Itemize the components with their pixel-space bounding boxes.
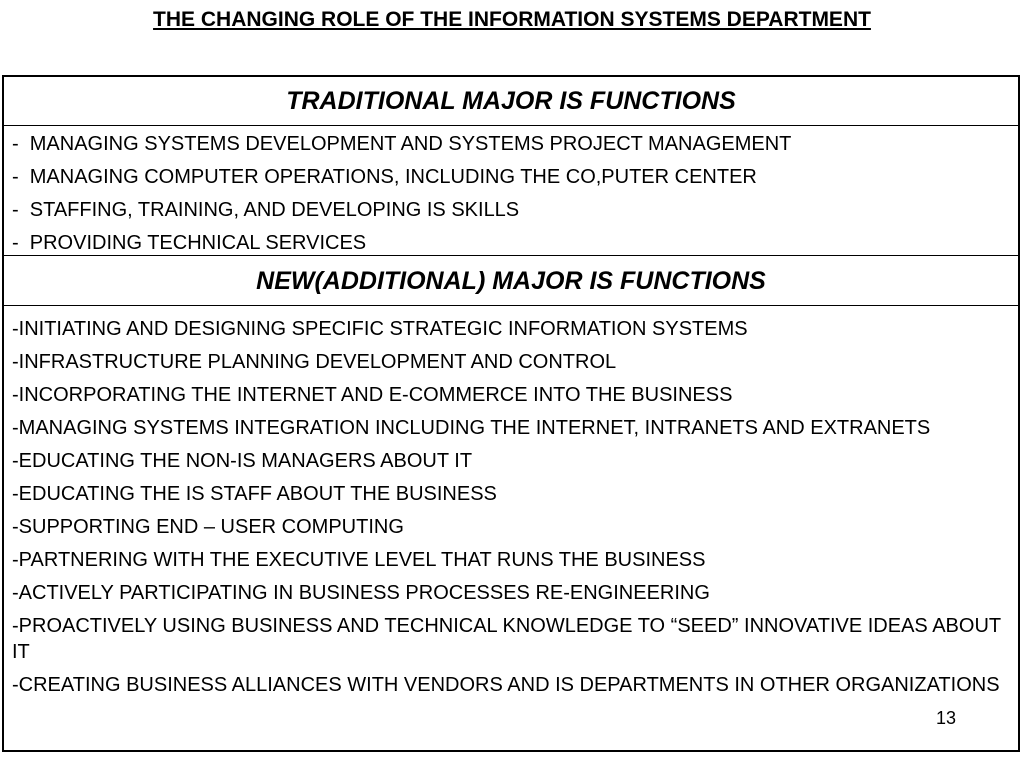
list-item: -EDUCATING THE NON-IS MANAGERS ABOUT IT [12, 450, 473, 472]
list-item: -ACTIVELY PARTICIPATING IN BUSINESS PROCESSES RE-ENGINEERING [12, 582, 710, 604]
list-item: - PROVIDING TECHNICAL SERVICES [12, 232, 367, 254]
functions-table [2, 75, 1020, 752]
list-item: - STAFFING, TRAINING, AND DEVELOPING IS SKILLS [12, 199, 520, 221]
page-number: 13 [936, 708, 957, 728]
list-item: -CREATING BUSINESS ALLIANCES WITH VENDORS AND IS DEPARTMENTS IN OTHER ORGANIZATIONS [12, 674, 1000, 696]
list-item: -INITIATING AND DESIGNING SPECIFIC STRATEGIC INFORMATION SYSTEMS [12, 318, 748, 340]
traditional-functions-heading: TRADITIONAL MAJOR IS FUNCTIONS [4, 77, 1018, 126]
list-item: -INFRASTRUCTURE PLANNING DEVELOPMENT AND CONTROL [12, 351, 617, 373]
traditional-functions-list [12, 130, 791, 262]
new-functions-list [12, 316, 1012, 705]
slide-title: THE CHANGING ROLE OF THE INFORMATION SYSTEMS DEPARTMENT [153, 8, 871, 31]
list-item: -MANAGING SYSTEMS INTEGRATION INCLUDING THE INTERNET, INTRANETS AND EXTRANETS [12, 417, 931, 439]
list-item: - MANAGING COMPUTER OPERATIONS, INCLUDING THE CO,PUTER CENTER [12, 166, 757, 188]
list-item: -INCORPORATING THE INTERNET AND E-COMMERCE INTO THE BUSINESS [12, 384, 733, 406]
list-item: -PARTNERING WITH THE EXECUTIVE LEVEL THAT RUNS THE BUSINESS [12, 549, 706, 571]
list-item: -PROACTIVELY USING BUSINESS AND TECHNICAL KNOWLEDGE TO “SEED” INNOVATIVE IDEAS ABOUT IT [12, 615, 1001, 663]
list-item: -EDUCATING THE IS STAFF ABOUT THE BUSINESS [12, 483, 497, 505]
list-item: -SUPPORTING END – USER COMPUTING [12, 516, 404, 538]
list-item: - MANAGING SYSTEMS DEVELOPMENT AND SYSTEMS PROJECT MANAGEMENT [12, 133, 792, 155]
new-functions-heading: NEW(ADDITIONAL) MAJOR IS FUNCTIONS [4, 255, 1018, 306]
